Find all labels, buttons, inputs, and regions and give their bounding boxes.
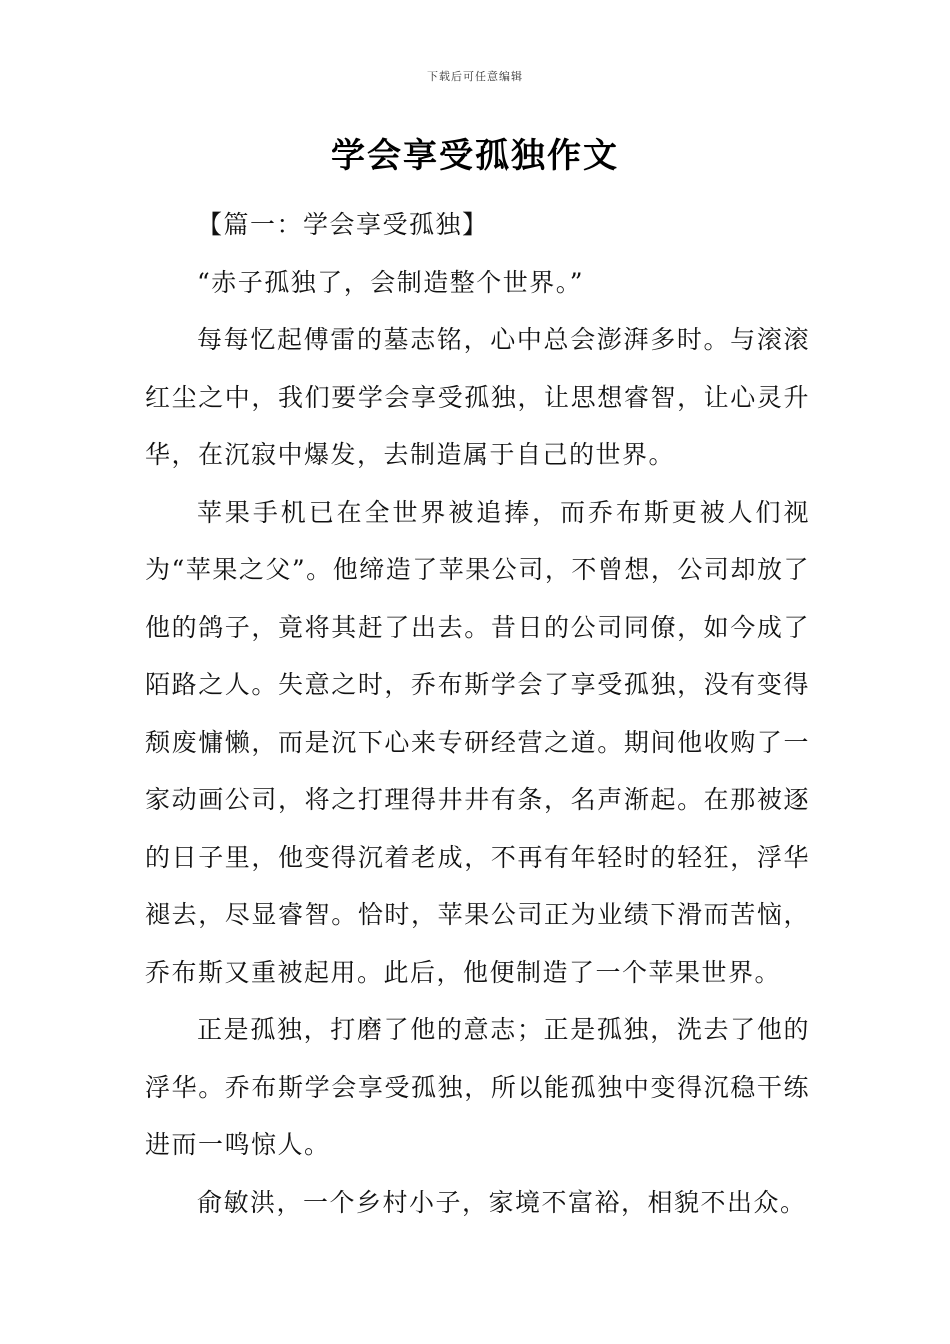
paragraph-2: 苹果手机已在全世界被追捧，而乔布斯更被人们视为“苹果之父”。他缔造了苹果公司，不曾想，公司却放了他的鸽子，竟将其赶了出去。昔日的公司同僚，如今成了陌路之人。失意之时，乔布斯学会了享受孤独，没有变得颓废慵懒，而是沉下心来专研经营之道。期间他收购了一家动画公司，将之打理得井井有条，名声渐起。在那被逐的日子里，他变得沉着老成，不再有年轻时的轻狂，浮华褪去，尽显睿智。恰时，苹果公司正为业绩下滑而苦恼，乔布斯又重被起用。此后，他便制造了一个苹果世界。 bbox=[145, 497, 810, 987]
paragraph-3: 正是孤独，打磨了他的意志；正是孤独，洗去了他的浮华。乔布斯学会享受孤独，所以能孤独中变得沉稳干练进而一鸣惊人。 bbox=[145, 1015, 810, 1159]
article-body bbox=[145, 196, 810, 1231]
download-note: 下载后可任意编辑 bbox=[427, 70, 523, 83]
paragraph-4: 俞敏洪，一个乡村小子，家境不富裕，相貌不出众。 bbox=[197, 1187, 807, 1217]
paragraph-quote: “赤子孤独了，会制造整个世界。” bbox=[197, 267, 585, 297]
document-title: 学会享受孤独作文 bbox=[331, 136, 619, 176]
paragraph-1: 每每忆起傅雷的墓志铭，心中总会澎湃多时。与滚滚红尘之中，我们要学会享受孤独，让思想睿智，让心灵升华，在沉寂中爆发，去制造属于自己的世界。 bbox=[145, 325, 810, 469]
section-heading: 【篇一：学会享受孤独】 bbox=[197, 210, 489, 239]
